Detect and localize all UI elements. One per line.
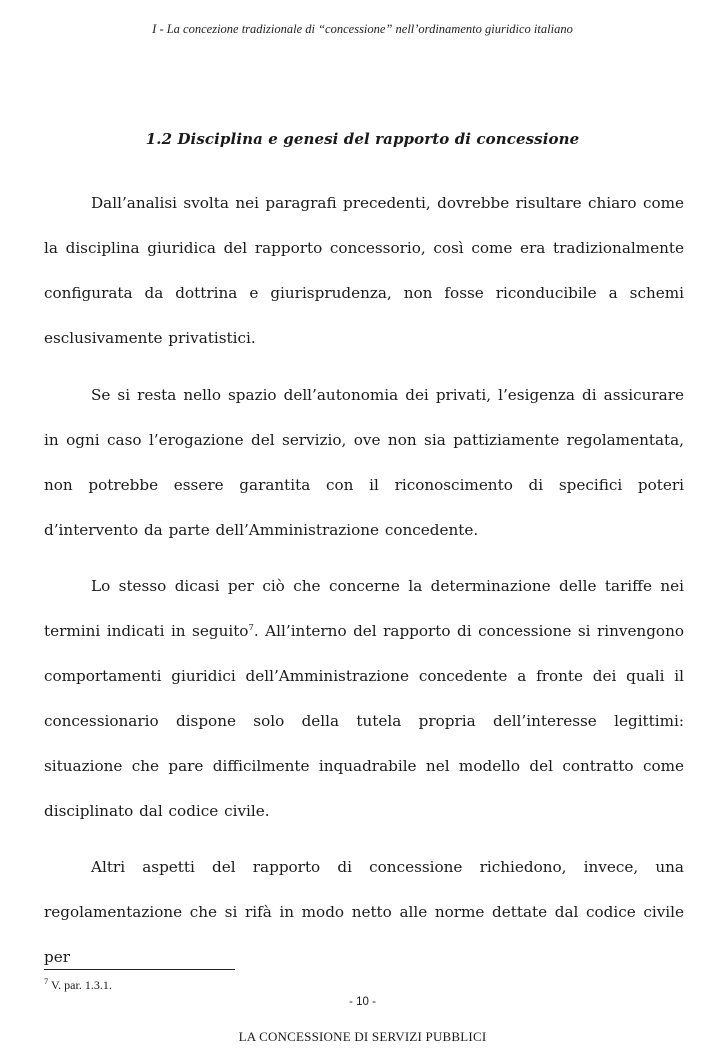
paragraph-1: Dall’analisi svolta nei paragrafi precedenti, dovrebbe risultare chiaro come la disciplina giuridica del rapporto concessorio, così come era tradizionalmente configurata da dottrina e giurisprudenza, non fosse riconducibile a schemi esclusivamente privatistici.: [44, 194, 684, 347]
page-number: - 10 -: [349, 996, 376, 1008]
section-title: 1.2 Disciplina e genesi del rapporto di concessione: [145, 130, 580, 148]
paragraph-4: Altri aspetti del rapporto di concessione richiedono, invece, una regolamentazione che si rifà in modo netto alle norme dettate dal codice civile per: [44, 858, 684, 966]
paragraph-3-text-a: Lo stesso dicasi per ciò che concerne la determinazione delle tariffe nei termini indicati in seguito: [44, 577, 684, 640]
footnote-reference[interactable]: 7: [248, 622, 254, 633]
paragraph-3: [44, 564, 684, 834]
footnote-number: 7: [44, 976, 49, 986]
paragraph-2: Se si resta nello spazio dell’autonomia dei privati, l’esigenza di assicurare in ogni caso l’erogazione del servizio, ove non sia pattiziamente regolamentata, non potrebbe essere garantita con il riconoscimento di specifici poteri d’intervento da parte dell’Amministrazione concedente.: [44, 386, 684, 539]
footnote: [44, 978, 112, 993]
paragraph-3-text-b: . All’interno del rapporto di concessione si rinvengono comportamenti giuridici dell’Amministrazione concedente a fronte dei quali il concessionario dispone solo della tutela propria dell’interesse legittimi: situazione che pare difficilmente inquadrabile nel modello del contratto come disciplinato dal codice civile.: [44, 622, 685, 820]
running-header: I - La concezione tradizionale di “concessione” nell’ordinamento giuridico italiano: [152, 22, 573, 36]
footnote-text: V. par. 1.3.1.: [48, 978, 112, 992]
footnote-divider: [44, 969, 235, 970]
running-footer: LA CONCESSIONE DI SERVIZI PUBBLICI: [238, 1029, 487, 1044]
